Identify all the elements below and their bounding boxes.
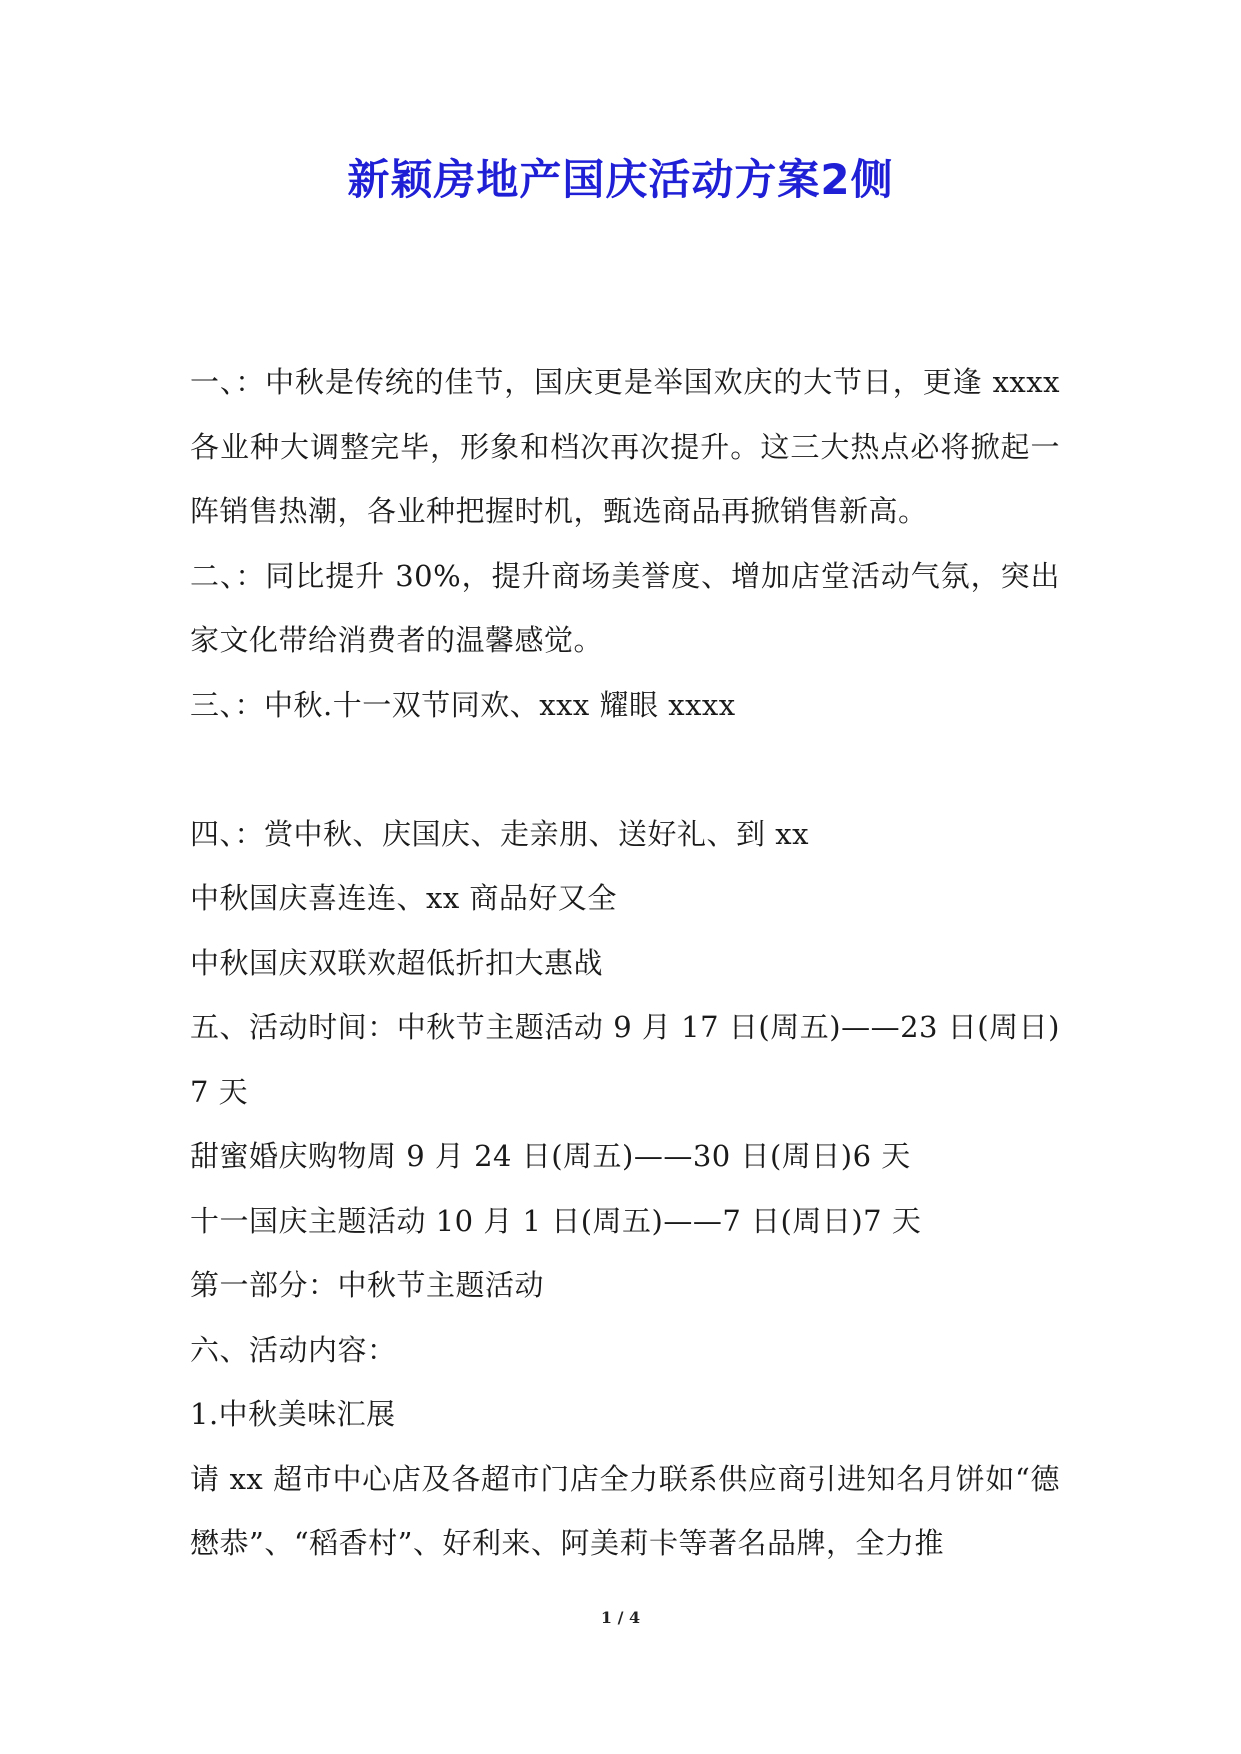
paragraph-10: 第一部分：中秋节主题活动	[190, 1268, 545, 1302]
document-title: 新颖房地产国庆活动方案2侧	[347, 155, 894, 204]
paragraph-11: 六、活动内容：	[190, 1332, 397, 1367]
document-body	[190, 350, 1060, 1576]
paragraph-7: 五、活动时间：中秋节主题活动 9 月 17 日(周五)——23 日(周日)7 天	[190, 1010, 1060, 1109]
paragraph-8: 甜蜜婚庆购物周 9 月 24 日(周五)——30 日(周日)6 天	[190, 1139, 911, 1173]
paragraph-1: 一、：中秋是传统的佳节，国庆更是举国欢庆的大节日，更逢 xxxx 各业种大调整完毕，形象和档次再次提升。这三大热点必将掀起一阵销售热潮，各业种把握时机，甄选商品再掀销售新高。	[190, 365, 1060, 528]
paragraph-2: 二、：同比提升 30%，提升商场美誉度、增加店堂活动气氛，突出家文化带给消费者的温馨感觉。	[190, 558, 1060, 657]
paragraph-12: 1.中秋美味汇展	[190, 1397, 396, 1431]
paragraph-6: 中秋国庆双联欢超低折扣大惠战	[190, 945, 604, 980]
blank-line	[190, 737, 1060, 802]
paragraph-5: 中秋国庆喜连连、xx 商品好又全	[190, 881, 617, 915]
paragraph-9: 十一国庆主题活动 10 月 1 日(周五)——7 日(周日)7 天	[190, 1203, 922, 1238]
page-number: 1 / 4	[600, 1608, 641, 1627]
paragraph-4: 四、：赏中秋、庆国庆、走亲朋、送好礼、到 xx	[190, 816, 809, 851]
paragraph-3: 三、：中秋.十一双节同欢、xxx 耀眼 xxxx	[190, 687, 736, 722]
paragraph-13: 请 xx 超市中心店及各超市门店全力联系供应商引进知名月饼如“德懋恭”、“稻香村”、好利来、阿美莉卡等著名品牌，全力推	[190, 1461, 1060, 1560]
